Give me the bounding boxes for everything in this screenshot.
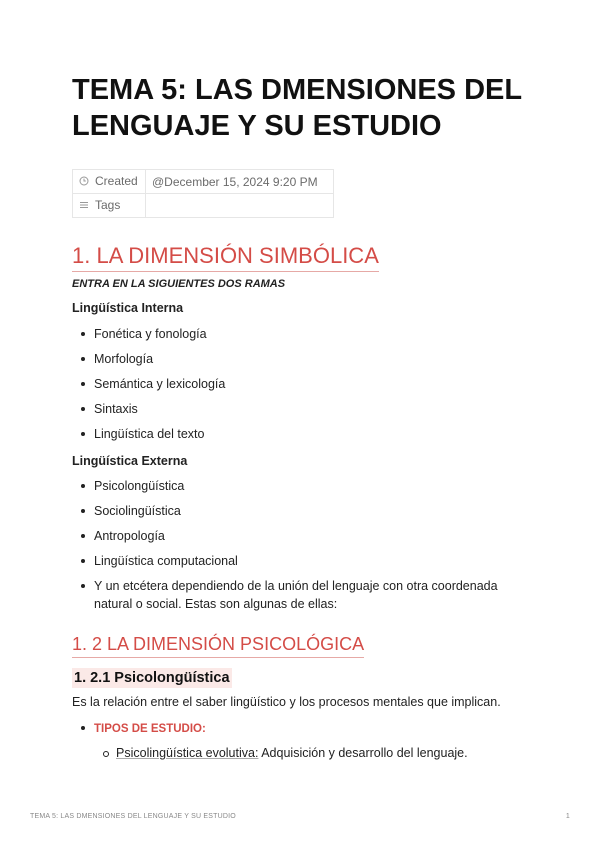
list-item: Y un etcétera dependiendo de la unión del lenguaje con otra coordenada natural o social. Estas son algunas de ellas: (72, 577, 532, 613)
property-row-tags (73, 194, 334, 218)
section-paragraph: Es la relación entre el saber lingüístico y los procesos mentales que implican. (72, 695, 501, 709)
evolutiva-link[interactable]: Psicolingüística evolutiva: (116, 746, 259, 760)
types-sublist (94, 744, 524, 762)
evolutiva-text: Adquisición y desarrollo del lenguaje. (258, 746, 468, 760)
internal-list (72, 325, 532, 450)
types-list (72, 719, 532, 763)
list-item: Antropología (72, 527, 532, 545)
list-item (94, 744, 524, 762)
list-item: Sociolingüística (72, 502, 532, 520)
subsection-heading: 1. 2.1 Psicolongüística (74, 670, 230, 686)
list-item: Semántica y lexicología (72, 375, 532, 393)
list-item: Lingüística computacional (72, 552, 532, 570)
created-label: Created (95, 174, 138, 189)
list-item: Fonética y fonología (72, 325, 532, 343)
list-item (72, 719, 532, 760)
list-item: Morfología (72, 350, 532, 368)
section-heading-psicologica: 1. 2 LA DIMENSIÓN PSICOLÓGICA (72, 633, 364, 658)
internal-heading: Lingüística Interna (72, 301, 184, 315)
properties-table (72, 169, 334, 218)
page-footer (30, 813, 570, 820)
section-heading-simbolica: 1. LA DIMENSIÓN SIMBÓLICA (72, 243, 379, 272)
list-icon (79, 199, 91, 213)
tags-label-cell (73, 194, 146, 218)
created-value: @December 15, 2024 9:20 PM (146, 170, 334, 194)
page-number: 1 (565, 813, 570, 820)
tags-value (146, 194, 334, 218)
created-label-cell (73, 170, 146, 194)
section-intro: ENTRA EN LA SIGUIENTES DOS RAMAS (72, 278, 286, 290)
external-list (72, 477, 532, 620)
external-heading: Lingüística Externa (72, 454, 188, 468)
footer-title: TEMA 5: LAS DMENSIONES DEL LENGUAJE Y SU ESTUDIO (30, 813, 236, 820)
list-item: Sintaxis (72, 400, 532, 418)
list-item: Lingüística del texto (72, 425, 532, 443)
clock-icon (79, 175, 91, 189)
list-item: Psicolongüística (72, 477, 532, 495)
types-label: TIPOS DE ESTUDIO: (94, 723, 206, 735)
property-row-created (73, 170, 334, 194)
page-title: TEMA 5: LAS DMENSIONES DEL LENGUAJE Y SU ESTUDIO (72, 74, 522, 142)
tags-label: Tags (95, 198, 121, 213)
